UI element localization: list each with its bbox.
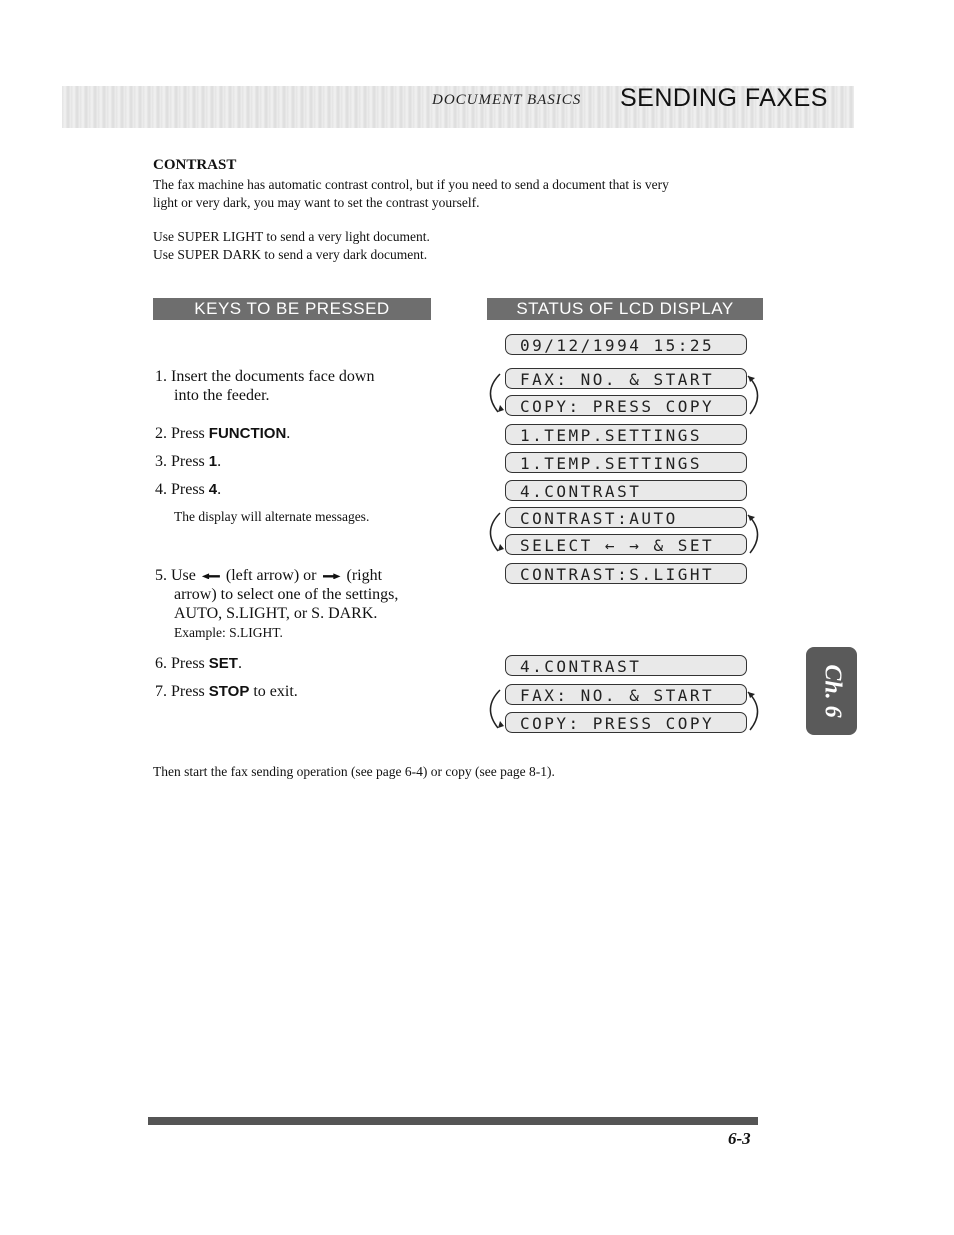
step-5-line-3: AUTO, S.LIGHT, or S. DARK. (174, 605, 378, 622)
lcd-copy-press-copy-2: COPY: PRESS COPY (505, 712, 747, 733)
step-7 (155, 682, 298, 701)
key-4: 4 (208, 481, 218, 498)
stop-key: STOP (208, 683, 250, 700)
keys-column-header: KEYS TO BE PRESSED (153, 298, 431, 320)
lcd-select-set: SELECT ← → & SET (505, 534, 747, 555)
lcd-contrast-auto: CONTRAST:AUTO (505, 507, 747, 528)
step-4-suffix: . (217, 481, 222, 498)
step-3 (155, 452, 221, 471)
step-3-suffix: . (217, 453, 222, 470)
status-column-header: STATUS OF LCD DISPLAY (487, 298, 763, 320)
step-5-line-2: arrow) to select one of the settings, (174, 586, 399, 603)
lcd-datetime: 09/12/1994 15:25 (505, 334, 747, 355)
set-key: SET (208, 655, 238, 672)
key-1: 1 (208, 453, 218, 470)
lcd-contrast-menu-2: 4.CONTRAST (505, 655, 747, 676)
chapter-tab (806, 647, 857, 735)
tip-super-dark: Use SUPER DARK to send a very dark document. (153, 247, 428, 262)
lcd-temp-settings-1: 1.TEMP.SETTINGS (505, 424, 747, 445)
step-1-line-2: into the feeder. (174, 387, 270, 404)
chapter-tab-label: Ch. 6 (819, 664, 845, 718)
step-1-line-1: 1. Insert the documents face down (155, 368, 375, 385)
step-5-line-1 (155, 566, 382, 585)
lcd-fax-no-start-2: FAX: NO. & START (505, 684, 747, 705)
step-4-prefix: 4. Press (155, 481, 209, 498)
right-arrow-icon (323, 573, 341, 579)
page-number: 6-3 (728, 1129, 751, 1148)
step-2 (155, 424, 290, 443)
page-title: SENDING FAXES (620, 84, 828, 112)
intro-line-2: light or very dark, you may want to set the contrast yourself. (153, 195, 480, 210)
alternate-arrows-icon (476, 505, 770, 561)
step-4 (155, 480, 221, 499)
tip-super-light: Use SUPER LIGHT to send a very light document. (153, 229, 430, 244)
lcd-temp-settings-2: 1.TEMP.SETTINGS (505, 452, 747, 473)
alternate-arrows-icon (476, 366, 770, 422)
step-3-prefix: 3. Press (155, 453, 209, 470)
left-arrow-icon (202, 573, 220, 579)
step-6-prefix: 6. Press (155, 655, 209, 672)
step-7-suffix: to exit. (249, 683, 298, 700)
intro-line-1: The fax machine has automatic contrast control, but if you need to send a document that is very (153, 177, 669, 192)
header-section: DOCUMENT BASICS (432, 92, 582, 108)
lcd-contrast-slight: CONTRAST:S.LIGHT (505, 563, 747, 584)
step-6 (155, 654, 242, 673)
contrast-heading: CONTRAST (153, 157, 237, 173)
step-5-example: Example: S.LIGHT. (174, 625, 283, 640)
function-key: FUNCTION (208, 425, 287, 442)
step-2-suffix: . (286, 425, 291, 442)
footer-bar (148, 1117, 758, 1125)
lcd-fax-no-start: FAX: NO. & START (505, 368, 747, 389)
lcd-contrast-menu: 4.CONTRAST (505, 480, 747, 501)
step-4-note: The display will alternate messages. (174, 509, 370, 524)
step-7-prefix: 7. Press (155, 683, 209, 700)
step-5-left-text: (left arrow) or (225, 567, 317, 584)
step-6-suffix: . (237, 655, 242, 672)
step-5-use: 5. Use (155, 567, 196, 584)
lcd-copy-press-copy: COPY: PRESS COPY (505, 395, 747, 416)
step-2-prefix: 2. Press (155, 425, 209, 442)
step-5-right-text: (right (346, 567, 383, 584)
alternate-arrows-icon (476, 682, 770, 738)
closing-text: Then start the fax sending operation (see page 6-4) or copy (see page 8-1). (153, 764, 555, 779)
